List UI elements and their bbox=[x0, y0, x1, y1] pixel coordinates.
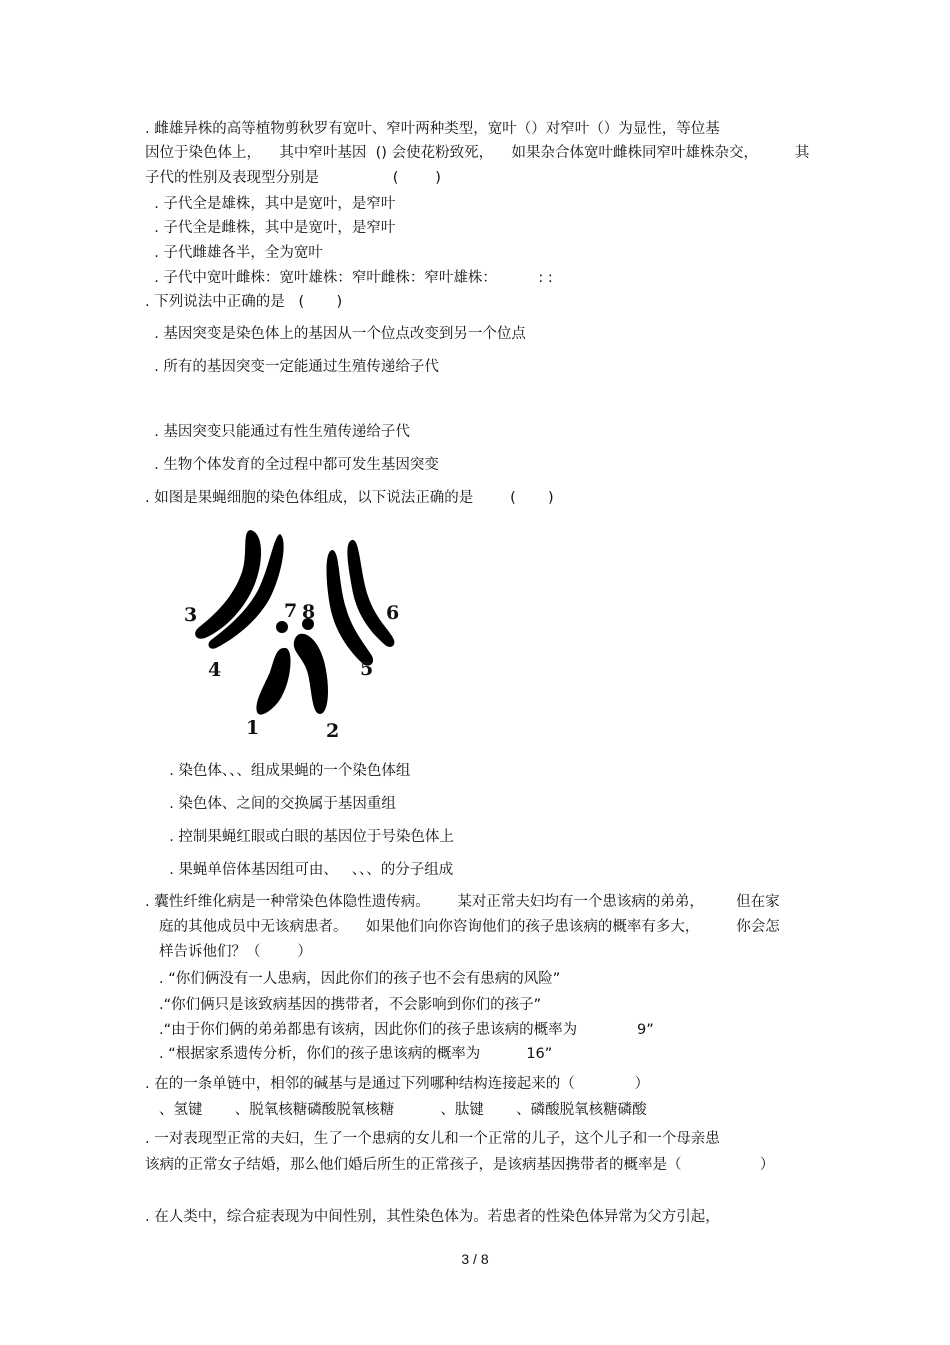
label-4: 4 bbox=[208, 659, 222, 681]
line-1: 因位于染色体上， 其中窄叶基因 () 会使花粉致死， 如果杂合体宽叶雌株同窄叶雄株杂交， 其 bbox=[145, 145, 810, 161]
line-22: .“由于你们俩的弟弟都患有该病，因此你们的孩子患该病的概率为 9” bbox=[159, 1022, 654, 1038]
label-3: 3 bbox=[184, 604, 198, 626]
line-26: . 一对表现型正常的夫妇，生了一个患病的女儿和一个正常的儿子，这个儿子和一个母亲患 bbox=[145, 1131, 720, 1147]
line-23: . “根据家系遗传分析，你们的孩子患该病的概率为 16” bbox=[159, 1046, 553, 1062]
line-0: . 雌雄异株的高等植物剪秋罗有宽叶、窄叶两种类型，宽叶（）对窄叶（）为显性，等位基 bbox=[145, 121, 720, 137]
line-9: . 所有的基因突变一定能通过生殖传递给子代 bbox=[145, 359, 439, 375]
line-19: 样告诉他们？（ ） bbox=[159, 944, 312, 960]
label-6: 6 bbox=[386, 602, 400, 624]
line-8: . 基因突变是染色体上的基因从一个位点改变到另一个位点 bbox=[145, 326, 526, 342]
page-number: 3 / 8 bbox=[461, 1251, 489, 1267]
label-5: 5 bbox=[360, 658, 374, 680]
line-17: . 囊性纤维化病是一种常染色体隐性遗传病。 某对正常夫妇均有一个患该病的弟弟， 但在家 bbox=[145, 894, 780, 910]
line-13: . 染色体、、、组成果蝇的一个染色体组 bbox=[160, 763, 411, 779]
chromosome-diagram bbox=[180, 522, 410, 744]
line-21: .“你们俩只是该致病基因的携带者，不会影响到你们的孩子” bbox=[159, 997, 542, 1013]
line-4: . 子代全是雌株，其中是宽叶，是窄叶 bbox=[145, 220, 396, 236]
label-2: 2 bbox=[326, 720, 340, 742]
line-5: . 子代雌雄各半，全为宽叶 bbox=[145, 245, 323, 261]
line-28: . 在人类中，综合症表现为中间性别，其性染色体为。若患者的性染色体异常为父方引起， bbox=[145, 1209, 720, 1225]
line-20: . “你们俩没有一人患病，因此你们的孩子也不会有患病的风险” bbox=[159, 971, 561, 987]
line-12: . 如图是果蝇细胞的染色体组成，以下说法正确的是 ( ) bbox=[145, 490, 554, 506]
label-8: 8 bbox=[302, 601, 316, 623]
chromosome-figure bbox=[180, 522, 410, 744]
line-27: 该病的正常女子结婚，那么他们婚后所生的正常孩子，是该病基因携带者的概率是（ ） bbox=[145, 1157, 775, 1173]
label-7: 7 bbox=[284, 600, 298, 622]
line-3: . 子代全是雄株，其中是宽叶，是窄叶 bbox=[145, 196, 396, 212]
line-15: . 控制果蝇红眼或白眼的基因位于号染色体上 bbox=[160, 829, 454, 845]
line-7: . 下列说法中正确的是 ( ) bbox=[145, 294, 343, 310]
line-24: . 在的一条单链中，相邻的碱基与是通过下列哪种结构连接起来的（ ） bbox=[145, 1076, 650, 1092]
line-11: . 生物个体发育的全过程中都可发生基因突变 bbox=[145, 457, 439, 473]
line-14: . 染色体、之间的交换属于基因重组 bbox=[160, 796, 396, 812]
line-2: 子代的性别及表现型分别是 ( ) bbox=[145, 170, 441, 186]
line-18: 庭的其他成员中无该病患者。 如果他们向你咨询他们的孩子患该病的概率有多大， 你会怎 bbox=[159, 919, 780, 935]
chromosome-7 bbox=[276, 621, 288, 633]
chromosome-1 bbox=[256, 648, 290, 715]
line-10: . 基因突变只能通过有性生殖传递给子代 bbox=[145, 424, 410, 440]
line-16: . 果蝇单倍体基因组可由、 、、、的分子组成 bbox=[160, 862, 454, 878]
line-6: . 子代中宽叶雌株：宽叶雄株：窄叶雌株：窄叶雄株： : : bbox=[145, 270, 553, 286]
label-1: 1 bbox=[246, 717, 260, 739]
chromosome-2 bbox=[294, 634, 328, 714]
line-25: 、氢键 、脱氧核糖磷酸脱氧核糖 、肽键 、磷酸脱氧核糖磷酸 bbox=[159, 1102, 647, 1118]
